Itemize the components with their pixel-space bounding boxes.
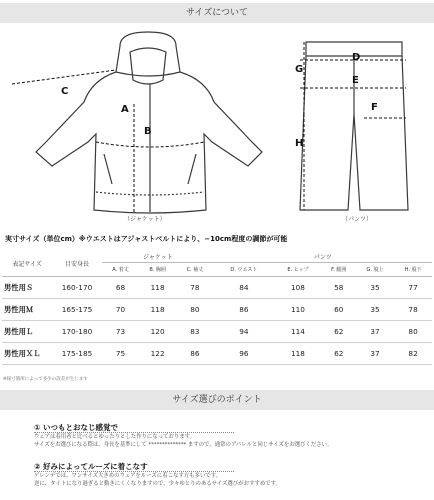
table-note: ※採寸箇所によって多少の誤差が生じます	[3, 377, 88, 382]
row-label: 男性用Ｓ	[2, 277, 52, 299]
table-row	[2, 321, 432, 343]
cell: 78	[176, 277, 213, 299]
jacket-diagram	[0, 24, 280, 234]
cell: 84	[214, 277, 275, 299]
pants-caption: （パンツ）	[342, 216, 373, 223]
point-1-line-2: サイズをお選びになる際は、身長を基準にして ************** ますので、通常のアパレルと同じサイズをお選びください。	[34, 442, 333, 448]
size-table	[2, 251, 432, 365]
col-header-measure: E. ヒップ	[274, 263, 322, 277]
cell: 86	[214, 299, 275, 321]
cell: 68	[102, 277, 139, 299]
point-2-line-1: ゲレンデでは、ワンサイズ大きめのウェアをルーズに着こなす方も多いです。	[34, 473, 222, 479]
row-label: 男性用ＸＬ	[2, 343, 52, 365]
col-header-measure: G. 股上	[356, 263, 394, 277]
table-intro: 実寸サイズ（単位cm）※ウエストはアジャストベルトにより、−10cm程度の調節が可能	[5, 235, 288, 243]
row-height: 170-180	[52, 321, 102, 343]
row-height: 165-175	[52, 299, 102, 321]
cell: 37	[356, 321, 394, 343]
cell: 110	[274, 299, 322, 321]
cell: 80	[394, 321, 432, 343]
cell: 60	[322, 299, 356, 321]
row-height: 175-185	[52, 343, 102, 365]
dim-label-f: F	[371, 102, 378, 113]
cell: 96	[214, 343, 275, 365]
cell: 37	[356, 343, 394, 365]
point-2-line-2: 逆に、タイトになり過ぎると動きにくくなりますので、少々ゆとりのあるサイズ選びがおすすめです。	[34, 481, 281, 487]
dim-label-h: H	[295, 138, 304, 149]
cell: 35	[356, 299, 394, 321]
point-1-line-1: ウェアは着用者と比べるとゆったりとした作りになっております。	[34, 434, 196, 440]
table-row	[2, 277, 432, 299]
dim-label-b: B	[144, 126, 152, 137]
row-height: 160-170	[52, 277, 102, 299]
row-label: 男性用Ｍ	[2, 299, 52, 321]
cell: 118	[274, 343, 322, 365]
dim-label-c: C	[61, 86, 69, 97]
cell: 62	[322, 343, 356, 365]
jacket-caption: （ジャケット）	[124, 216, 166, 223]
col-header-measure: B. 胸囲	[139, 263, 176, 277]
cell: 75	[102, 343, 139, 365]
cell: 58	[322, 277, 356, 299]
table-row	[2, 343, 432, 365]
col-header-measure: D. ウエスト	[214, 263, 275, 277]
row-label: 男性用Ｌ	[2, 321, 52, 343]
col-header-measure: A. 着丈	[102, 263, 139, 277]
cell: 108	[274, 277, 322, 299]
dim-label-e: E	[352, 75, 359, 86]
point-1-title: ① いつもとおなじ感覚で	[34, 423, 118, 432]
cell: 70	[102, 299, 139, 321]
cell: 77	[394, 277, 432, 299]
cell: 118	[139, 299, 176, 321]
cell: 80	[176, 299, 213, 321]
cell: 62	[322, 321, 356, 343]
dim-label-g: G	[295, 64, 304, 75]
cell: 35	[356, 277, 394, 299]
cell: 120	[139, 321, 176, 343]
point-2-title: ② 好みによってルーズに着こなす	[34, 462, 148, 471]
col-header-height: 目安身長	[52, 251, 102, 277]
col-header-measure: F. 腿囲	[322, 263, 356, 277]
col-header-size: 表記サイズ	[2, 251, 52, 277]
cell: 83	[176, 321, 213, 343]
cell: 86	[176, 343, 213, 365]
table-row	[2, 299, 432, 321]
cell: 78	[394, 299, 432, 321]
cell: 114	[274, 321, 322, 343]
group-header-pants: パンツ	[214, 251, 432, 263]
points-section-header: サイズ選びのポイント	[0, 390, 434, 410]
cell: 82	[394, 343, 432, 365]
group-header-jacket: ジャケット	[102, 251, 214, 263]
cell: 122	[139, 343, 176, 365]
cell: 118	[139, 277, 176, 299]
col-header-measure: C. 袖丈	[176, 263, 213, 277]
size-section-header: サイズについて	[0, 3, 434, 23]
cell: 94	[214, 321, 275, 343]
dim-label-d: D	[352, 52, 361, 63]
dim-label-a: A	[121, 104, 129, 115]
cell: 73	[102, 321, 139, 343]
col-header-measure: H. 股下	[394, 263, 432, 277]
